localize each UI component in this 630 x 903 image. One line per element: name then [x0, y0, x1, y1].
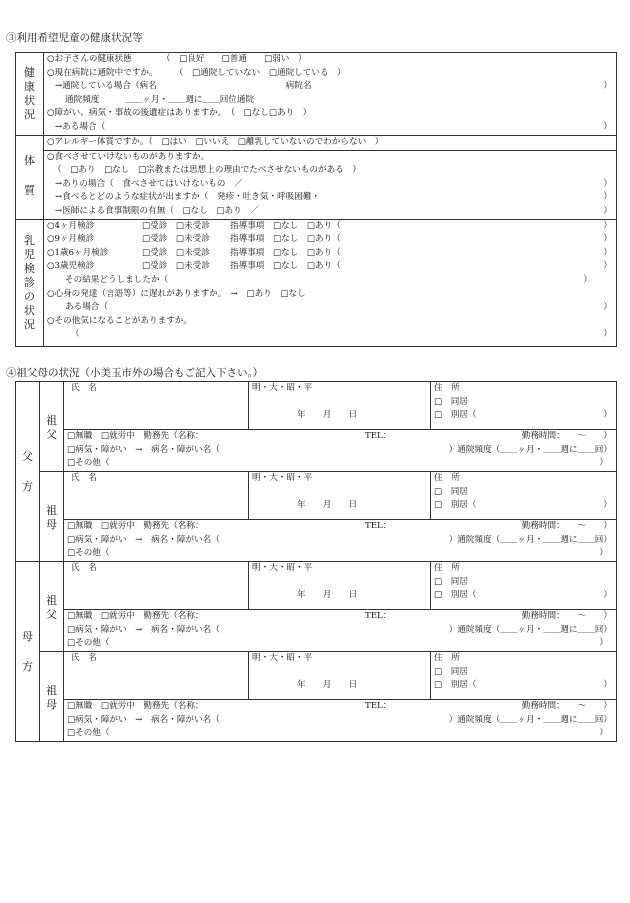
allergy-line[interactable]: ○アレルギー体質ですか。（ □はい □いいえ □離乳していないのでわからない ） — [44, 136, 616, 151]
form-text: 年 月 日 — [297, 409, 358, 420]
form-text: ） — [599, 728, 608, 739]
form-line: 況 — [24, 317, 35, 331]
form-text: □ 同居 — [434, 486, 468, 497]
form-text: 明・大・昭・平 — [252, 653, 313, 663]
health-label — [16, 53, 44, 136]
form-line — [434, 679, 616, 693]
form-line — [47, 274, 616, 288]
mgm-work-cell[interactable] — [64, 700, 617, 742]
form-line — [47, 260, 616, 274]
form-text: □ 別居（ — [434, 500, 477, 511]
form-text: 氏 名 — [71, 473, 97, 483]
form-line — [67, 714, 616, 728]
checkup-3y-guide[interactable]: 指導事項 □なし □あり（ — [230, 261, 341, 272]
form-text: TEL： — [365, 521, 392, 531]
form-text: 住 所 — [434, 653, 460, 663]
forbidden-food-line[interactable]: →ありの場合（ 食べさせてはいけないもの ／ — [55, 178, 243, 189]
mgm-address-cell[interactable] — [431, 652, 617, 700]
form-line: 検 — [24, 261, 35, 275]
form-text: ）通院頻度（＿＿ヶ月・＿＿週に＿＿回） — [448, 624, 612, 635]
form-text: 父 — [46, 608, 57, 621]
maternal-grandmother-label — [40, 652, 64, 742]
form-text: ） — [599, 548, 608, 559]
form-line: 児 — [24, 247, 35, 261]
form-text: ）通院頻度（＿＿ヶ月・＿＿週に＿＿回） — [448, 534, 612, 545]
form-text: TEL： — [365, 431, 392, 441]
checkup-4m: ○4ヶ月検診 — [47, 220, 95, 231]
form-text: □病気・障がい → 病名・障がい名（ — [67, 534, 220, 545]
form-text: 父 — [22, 449, 33, 463]
form-line — [434, 589, 616, 603]
form-text: □ 同居 — [434, 576, 468, 587]
hospital-visit-line[interactable]: ○現在病院に通院中ですか。 （ □通院していない □通院している ） — [47, 67, 346, 78]
maternal-grandfather-label — [40, 562, 64, 652]
grandparents-table — [15, 381, 617, 742]
form-line — [40, 684, 63, 712]
form-text: □病気・障がい → 病名・障がい名（ — [67, 624, 220, 635]
form-text: ） — [603, 680, 612, 691]
form-line — [47, 178, 616, 192]
form-text: □その他（ — [67, 728, 110, 739]
disability-detail-line[interactable]: →ある場合（ — [55, 121, 106, 132]
form-text: ） — [599, 638, 608, 649]
form-text: 方 — [22, 659, 33, 673]
food-restriction-line[interactable]: ○食べさせていけないものがありますか。 — [47, 151, 210, 162]
checkup-4m-guide[interactable]: 指導事項 □なし □あり（ — [230, 220, 341, 231]
form-line — [67, 610, 616, 624]
form-line — [67, 700, 616, 714]
form-text: □ 別居（ — [434, 590, 477, 601]
form-text: 母 — [46, 698, 57, 711]
disability-line[interactable]: ○障がい、病気・事故の後遺症はありますか。 （ □なし□あり ） — [47, 108, 312, 119]
form-text: 氏 名 — [71, 563, 97, 573]
form-line — [67, 444, 616, 458]
checkup-9m: ○9ヶ月検診 — [47, 234, 95, 245]
mgm-name-cell[interactable] — [64, 652, 249, 700]
form-line: 況 — [24, 108, 35, 121]
form-text: 住 所 — [434, 563, 460, 573]
paren-close: ） — [603, 192, 612, 203]
form-text: 明・大・昭・平 — [252, 473, 313, 483]
form-line — [67, 520, 616, 534]
checkup-3y: ○3歳児検診 — [47, 261, 95, 272]
form-text: □無職 □就労中 勤務先（名称： — [67, 701, 204, 711]
checkup-18m: ○1歳6ヶ月検診 — [47, 247, 109, 258]
section4-title: ④祖父母の状況（小美玉市外の場合もご記入下さい。） — [6, 367, 264, 379]
form-text: 祖 — [46, 504, 57, 517]
other-concerns-paren[interactable]: （ — [71, 329, 80, 340]
form-line — [67, 637, 616, 651]
form-text: TEL： — [365, 701, 392, 711]
form-text: 勤務時間： 〜 ） — [521, 521, 612, 531]
paternal-grandmother-label — [40, 472, 64, 562]
health-content — [44, 53, 617, 136]
form-text: 勤務時間： 〜 ） — [521, 431, 612, 441]
form-text: 勤務時間： 〜 ） — [521, 611, 612, 621]
form-line — [67, 547, 616, 561]
form-line — [67, 430, 616, 444]
form-text: □病気・障がい → 病名・障がい名（ — [67, 444, 220, 455]
constitution-content — [44, 136, 617, 220]
form-line: 乳 — [24, 233, 35, 247]
checkup-result-line[interactable]: その結果どうしましたか（ — [65, 274, 169, 285]
form-text: ） — [599, 458, 608, 469]
health-table — [15, 52, 617, 347]
paren-close: ） — [603, 329, 612, 340]
form-line: 状 — [24, 94, 35, 107]
form-line — [40, 594, 63, 622]
form-text: □その他（ — [67, 458, 110, 469]
food-restriction-options[interactable]: （ □あり □なし □宗教または思想上の理由でたべさせないものがある ） — [53, 165, 361, 176]
mgf-name-cell[interactable] — [64, 562, 249, 610]
form-text: 質 — [24, 184, 35, 197]
form-text: 明・大・昭・平 — [252, 383, 313, 393]
form-text: ）通院頻度（＿＿ヶ月・＿＿週に＿＿回） — [448, 444, 612, 455]
form-text: 年 月 日 — [297, 499, 358, 510]
paren-close: ） — [603, 121, 612, 132]
form-text: 氏 名 — [71, 383, 97, 393]
form-text: 勤務時間： 〜 ） — [521, 701, 612, 711]
development-line[interactable]: ○心身の発達（言語等）に遅れがありますか。 → □あり □なし — [47, 288, 306, 299]
form-line — [67, 727, 616, 741]
paternal-grandfather-label — [40, 382, 64, 472]
pgm-address-cell[interactable] — [431, 472, 617, 520]
form-line — [47, 121, 616, 135]
form-line — [67, 457, 616, 471]
checkup-label — [16, 219, 44, 346]
form-line — [47, 247, 616, 261]
form-line — [47, 328, 616, 342]
paren-close: ） — [603, 234, 612, 245]
form-text: □ 別居（ — [434, 680, 477, 691]
form-line — [40, 504, 63, 532]
form-text: ） — [603, 500, 612, 511]
form-line — [67, 534, 616, 548]
paren-close: ） — [603, 205, 612, 216]
mgm-birth-cell[interactable] — [249, 652, 431, 700]
form-text: □ 別居（ — [434, 410, 477, 421]
form-text: □無職 □就労中 勤務先（名称： — [67, 521, 204, 531]
form-line: の — [24, 289, 35, 303]
mgf-birth-cell[interactable] — [249, 562, 431, 610]
paren-close: ） — [603, 247, 612, 258]
form-line — [67, 624, 616, 638]
constitution-label — [16, 136, 44, 220]
form-text: 祖 — [46, 414, 57, 427]
checkup-18m-guide[interactable]: 指導事項 □なし □あり（ — [230, 247, 341, 258]
other-concerns-line[interactable]: ○その他気になることがありますか。 — [47, 315, 192, 326]
pgf-birth-cell[interactable] — [249, 382, 431, 430]
form-line — [47, 301, 616, 315]
form-text: 方 — [22, 479, 33, 493]
form-line — [40, 414, 63, 442]
paren-close: ） — [603, 302, 612, 313]
form-text: ） — [603, 410, 612, 421]
form-line — [434, 499, 616, 513]
paren-close: ） — [603, 81, 612, 92]
doctor-restriction-line[interactable]: →医師による食事制限の有無（ □なし □あり ／ — [55, 205, 259, 216]
form-text: 母 — [22, 629, 33, 643]
form-text: □ 同居 — [434, 396, 468, 407]
visit-frequency-line[interactable]: 通院頻度 ＿＿ヶ月・＿＿週に＿＿回位通院 — [65, 94, 255, 105]
checkup-content — [44, 219, 617, 346]
pgm-birth-cell[interactable] — [249, 472, 431, 520]
pgf-work-cell[interactable] — [64, 430, 617, 472]
checkup-9m-guide[interactable]: 指導事項 □なし □あり（ — [230, 234, 341, 245]
pgf-name-cell[interactable] — [64, 382, 249, 430]
form-text: 母 — [46, 518, 57, 531]
paren-close: ） — [603, 220, 612, 231]
form-text: 祖 — [46, 684, 57, 697]
paternal-side-label — [16, 382, 40, 562]
pgm-name-cell[interactable] — [64, 472, 249, 520]
maternal-side-label — [16, 562, 40, 742]
form-text: □病気・障がい → 病名・障がい名（ — [67, 714, 220, 725]
form-text: 年 月 日 — [297, 589, 358, 600]
form-line — [47, 80, 616, 94]
form-text: 明・大・昭・平 — [252, 563, 313, 573]
form-line — [47, 205, 616, 219]
section3-title: ③利用希望児童の健康状況等 — [6, 32, 143, 44]
paren-close: ） — [583, 274, 592, 285]
form-text: □無職 □就労中 勤務先（名称： — [67, 431, 204, 441]
form-line: 診 — [24, 275, 35, 289]
form-line: 状 — [24, 303, 35, 317]
mgf-work-cell[interactable] — [64, 610, 617, 652]
form-line — [47, 191, 616, 205]
form-line: 康 — [24, 80, 35, 93]
form-line — [47, 220, 616, 234]
paren-close: ） — [603, 178, 612, 189]
form-text: 祖 — [46, 594, 57, 607]
pgm-work-cell[interactable] — [64, 520, 617, 562]
checkup-18m-status[interactable]: □受診 □未受診 — [142, 247, 210, 258]
form-text: 体 — [24, 154, 35, 167]
form-text: □無職 □就労中 勤務先（名称： — [67, 611, 204, 621]
form-line — [434, 409, 616, 423]
form-line — [47, 233, 616, 247]
checkup-9m-status[interactable]: □受診 □未受診 — [142, 234, 210, 245]
form-text: □その他（ — [67, 548, 110, 559]
paren-close: ） — [603, 261, 612, 272]
checkup-4m-status[interactable]: □受診 □未受診 — [142, 220, 210, 231]
checkup-3y-status[interactable]: □受診 □未受診 — [142, 261, 210, 272]
health-status-line[interactable]: ○お子さんの健康状態 （ □良好 □普通 □弱い ） — [47, 54, 307, 64]
form-text: 父 — [46, 428, 57, 441]
disease-name-line[interactable]: →通院している場合（病名 病院名 — [55, 81, 312, 92]
form-text: □ 同居 — [434, 666, 468, 677]
form-text: TEL： — [365, 611, 392, 621]
form-text: □その他（ — [67, 638, 110, 649]
form-text: ） — [603, 590, 612, 601]
development-detail-line[interactable]: ある場合（ — [65, 302, 108, 313]
mgf-address-cell[interactable] — [431, 562, 617, 610]
symptom-line[interactable]: →食べるとどのような症状が出ますか（ 発疹・吐き気・呼吸困難・ — [55, 192, 321, 203]
form-text: ）通院頻度（＿＿ヶ月・＿＿週に＿＿回） — [448, 714, 612, 725]
pgf-address-cell[interactable] — [431, 382, 617, 430]
form-text: 氏 名 — [71, 653, 97, 663]
form-text: 住 所 — [434, 473, 460, 483]
form-line: 健 — [24, 66, 35, 79]
form-text: 住 所 — [434, 383, 460, 393]
form-text: 年 月 日 — [297, 679, 358, 690]
